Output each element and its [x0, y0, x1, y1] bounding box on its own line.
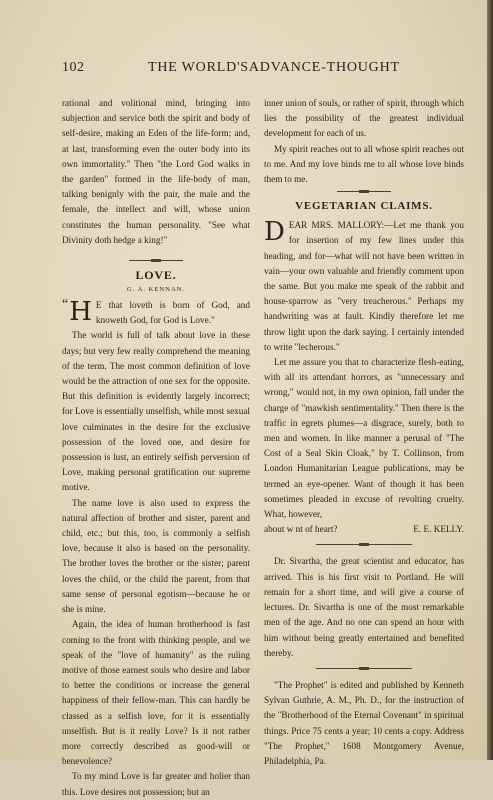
vegetarian-signature: E. E. KELLY. — [413, 524, 464, 535]
right-column — [264, 96, 464, 766]
love-paragraph-3: Again, the idea of human brotherhood is fast coming to the front with thinking people, and we speak of the "love of humanity" as the ruling motive of those earnest souls who desire and labor to better the conditions or increase the general happiness of their fellow-man. This can hardly be classed as a selfish love, for it is essentially unselfish. But is it really Love? Is it not rather more correctly described as good-will or benevolence? — [62, 619, 250, 767]
vegetarian-paragraph-1-text: —Let me thank you for insertion of my few lines under this heading, and for—what will not have been written in vain—your own valuable and friendly comment upon the same. But you make me speak of the rabbit and house-sparrow as "very treacherous." Perhaps my handwriting was at fault. Kindly therefore let me throw light upon the dark saying. I certainly intended to write "lecherous." — [264, 220, 464, 352]
page-number: 102 — [62, 60, 85, 75]
page-edge-shadow — [487, 0, 493, 760]
vegetarian-salutation: EAR MRS. MALLORY: — [288, 220, 385, 231]
left-column — [62, 96, 250, 797]
section-divider — [316, 668, 412, 669]
love-paragraph-1: The world is full of talk about love in these days; but very few really comprehend the meaning of the term. The most common definition of love would be the attraction of one sex for the opposite. But this definition is evidently largely incorrect; for Love is essentially unselfish, while most sexual love culminates in the desire for the exclusive possession of the loved one, and desire for possession is lust, an entirely selfish perversion of Love, making personal gratification our supreme motive. — [62, 330, 250, 493]
love-closing-paragraph: My spirit reaches out to all whose spirit reaches out to me. And my love binds me to all whose love binds them to me. — [264, 143, 464, 185]
love-dropcap: H — [69, 297, 92, 328]
prophet-notice: "The Prophet" is edited and published by Kenneth Sylvan Guthrie, A. M., Ph. D., for the instruction of the "Brotherhood of the Eternal Covenant" in spiritual things. Price 75 cents a year; 10 cents a copy. Address "The Prophet," 1608 Montgomery Avenue, Philadelphia, Pa. — [264, 679, 464, 766]
love-paragraph-2: The name love is also used to express the natural affection of brother and sister, parent and child, etc.; but this, too, is commonly a selfish love, because it also is based on the personality. The brother loves the brother or the sister; parent loves the child, or the child the parent, from that same sense of personal egotism—because he or she is mine. — [62, 497, 250, 615]
continued-paragraph-right: inner union of souls, or rather of spirit, through which lies the possibility of the greatest individual development for each of us. — [264, 98, 464, 139]
section-divider — [337, 191, 391, 192]
continued-paragraph: rational and volitional mind, bringing into subjection and service both the spirit and body of self-desire, making an Eden of the life-form; and, at last, transforming even the outer body into its own immortality." Then "the Lord God walks in the garden" formed in the life-body of man, talking benignly with the pair, the male and the female, the intellect and will, whose union constitutes the human personality. "See what Divinity doth hedge a king!" — [62, 98, 250, 245]
love-article-title: LOVE. — [135, 268, 177, 283]
vegetarian-closing-line: about w nt of heart? — [264, 524, 338, 535]
page-header — [62, 60, 462, 78]
epigraph-open-quote: “ — [62, 297, 69, 313]
running-title: THE WORLD'SADVANCE-THOUGHT — [148, 60, 400, 75]
vegetarian-article-title: VEGETARIAN CLAIMS. — [295, 200, 433, 213]
vegetarian-paragraph-2: Let me assure you that to characterize flesh-eating, with all its attendant horrors, as "unnecessary and wrong," would not, in my own opinion, fall under the charge of "mawkish sentimentality." Then there is the traffic in egrets plumes—a disgrace, surely, both to men and women. In like manner a perusal of "The Cost of a Seal Skin Cloak," by T. Collinson, from London Humanitarian League publications, may be termed an eye-opener. Want of though it has been sometimes pleaded in excuse of revolting cruelty. What, however, — [264, 357, 464, 520]
love-epigraph — [62, 298, 250, 328]
section-divider — [129, 260, 183, 261]
love-epigraph-text: E that loveth is born of God, and knoweth God, for God is Love." — [95, 300, 250, 326]
love-article-byline: G. A. KENNAN. — [126, 286, 186, 294]
vegetarian-dropcap: D — [264, 217, 285, 248]
vegetarian-signature-row — [264, 522, 464, 537]
sivartha-notice: Dr. Sivartha, the great scientist and educator, has arrived. This is his first visit to Portland. He will remain for a short time, and will give a course of lectures. Dr. Sivartha is one of the most remarkable men of the age. And no one can spend an hour with him without being greatly entertained and benefited thereby. — [264, 556, 464, 658]
section-divider — [316, 544, 412, 545]
love-paragraph-4: To my mind Love is far greater and holier than this. Love desires not possession; but an — [62, 771, 250, 797]
vegetarian-paragraph-1 — [264, 218, 464, 355]
